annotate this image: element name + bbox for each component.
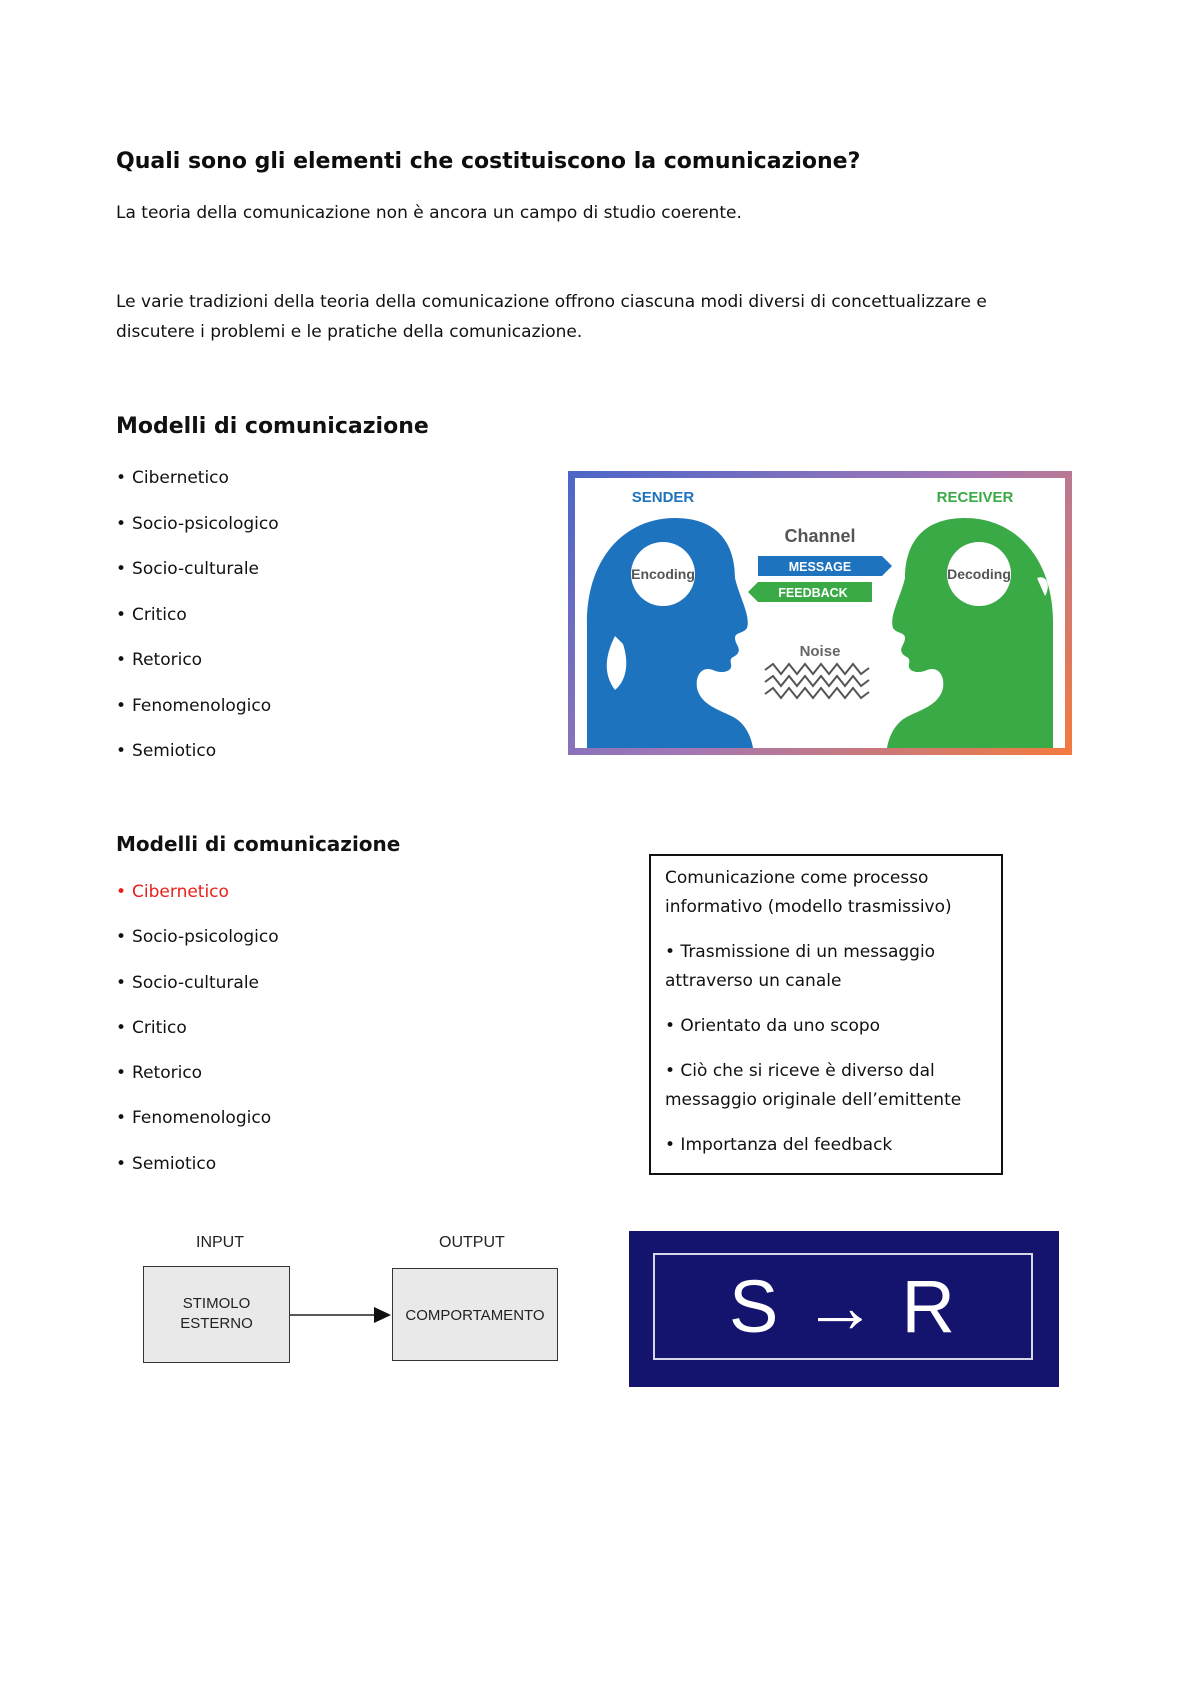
info-box xyxy=(649,854,1003,1175)
list-item: • Socio-psicologico xyxy=(116,926,279,971)
list-item: • Retorico xyxy=(116,1062,279,1107)
list-item: • Fenomenologico xyxy=(116,1107,279,1152)
noise-waves xyxy=(765,664,869,698)
paragraph-1: La teoria della comunicazione non è ancora un campo di studio coerente. xyxy=(116,203,742,223)
sender-receiver-illustration xyxy=(575,478,1065,748)
paragraph-2 xyxy=(116,287,987,347)
communication-model-figure xyxy=(568,471,1072,755)
list-item-highlighted: • Cibernetico xyxy=(116,881,279,926)
input-label: INPUT xyxy=(196,1234,244,1251)
channel-label: Channel xyxy=(784,526,856,546)
list-item: • Socio-culturale xyxy=(116,972,279,1017)
list-item: • Semiotico xyxy=(116,740,279,786)
receiver-label: RECEIVER xyxy=(936,489,1014,506)
models-list-1 xyxy=(116,467,279,786)
list-item: • Retorico xyxy=(116,649,279,695)
models-heading-1: Modelli di comunicazione xyxy=(116,414,429,439)
behavior-box: COMPORTAMENTO xyxy=(392,1268,558,1361)
list-item: • Socio-psicologico xyxy=(116,513,279,559)
feedback-label: FEEDBACK xyxy=(778,586,848,600)
list-item: • Critico xyxy=(116,1017,279,1062)
stimulus-response-figure xyxy=(629,1231,1059,1387)
info-intro: Comunicazione come processo informativo (modello trasmissivo) xyxy=(665,868,952,917)
models-list-2 xyxy=(116,881,279,1198)
decoding-label: Decoding xyxy=(947,566,1011,582)
list-item: • Critico xyxy=(116,604,279,650)
info-bullet-4: • Importanza del feedback xyxy=(665,1135,893,1155)
arrow-icon xyxy=(290,1305,393,1325)
info-bullet-2: • Orientato da uno scopo xyxy=(665,1016,881,1036)
models-heading-2: Modelli di comunicazione xyxy=(116,832,401,856)
list-item: • Socio-culturale xyxy=(116,558,279,604)
sr-text: S → R xyxy=(729,1265,957,1348)
message-label: MESSAGE xyxy=(788,560,852,574)
noise-label: Noise xyxy=(799,643,841,660)
list-item: • Fenomenologico xyxy=(116,695,279,741)
paragraph-2-line-1: Le varie tradizioni della teoria della comunicazione offrono ciascuna modi diversi di concettualizzare e xyxy=(116,292,987,312)
encoding-label: Encoding xyxy=(631,566,695,582)
info-bullet-1: • Trasmissione di un messaggio attraverso un canale xyxy=(665,942,936,991)
list-item: • Semiotico xyxy=(116,1153,279,1198)
paragraph-2-line-2: discutere i problemi e le pratiche della comunicazione. xyxy=(116,322,583,342)
list-item: • Cibernetico xyxy=(116,467,279,513)
sr-frame xyxy=(653,1253,1033,1360)
page-title: Quali sono gli elementi che costituiscono la comunicazione? xyxy=(116,149,861,174)
output-label: OUTPUT xyxy=(439,1234,505,1251)
sender-label: SENDER xyxy=(631,489,695,506)
stimulus-box: STIMOLO ESTERNO xyxy=(143,1266,290,1363)
info-bullet-3: • Ciò che si riceve è diverso dal messaggio originale dell’emittente xyxy=(665,1061,962,1110)
